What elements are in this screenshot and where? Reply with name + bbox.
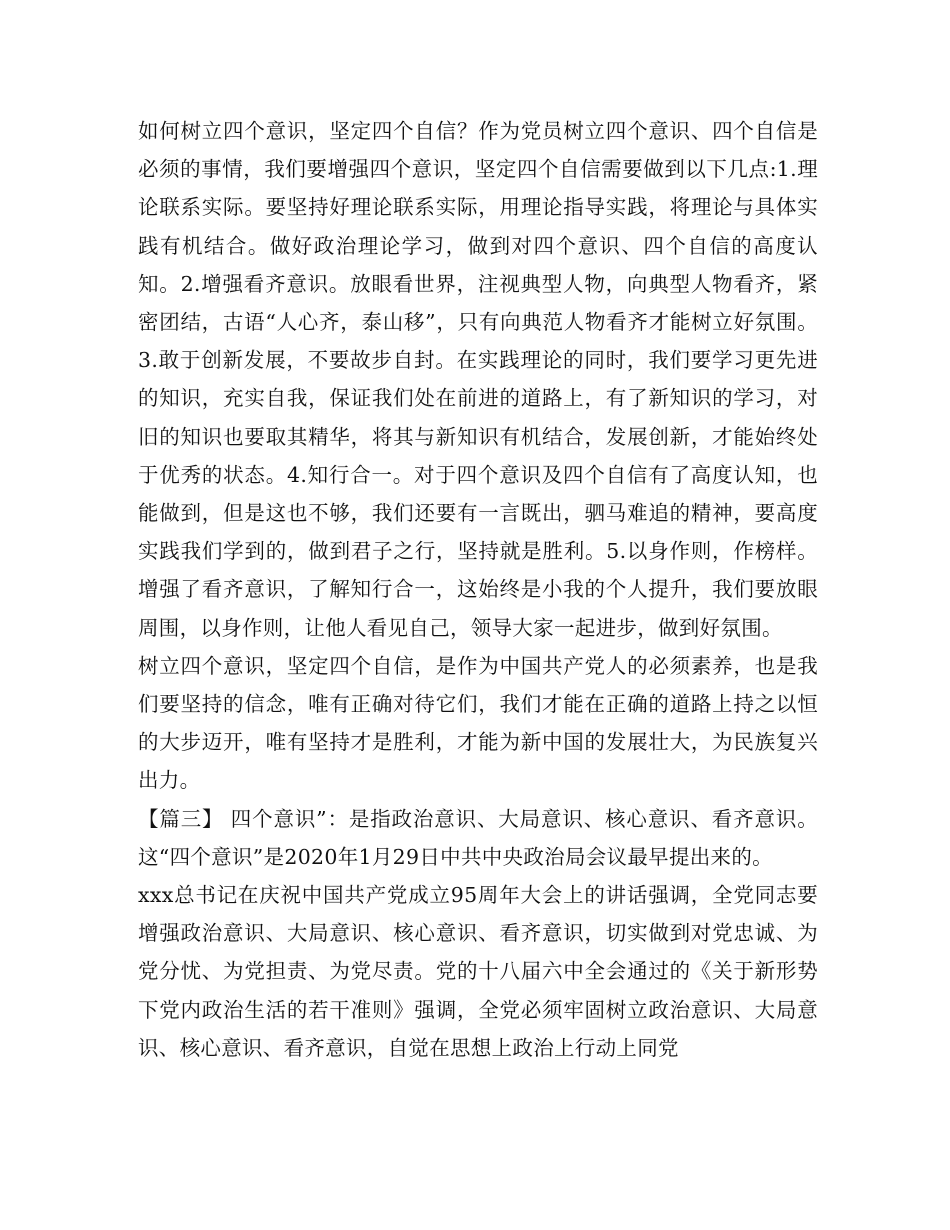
paragraph-conclusion: 树立四个意识，坚定四个自信，是作为中国共产党人的必须素养，也是我们要坚持的信念，唯有正确对待它们，我们才能在正确的道路上持之以恒的大步迈开，唯有坚持才是胜利，才能为新中国的发展壮大，为民族复兴出力。 bbox=[138, 653, 818, 793]
paragraph-section-three: 【篇三】 四个意识”：是指政治意识、大局意识、核心意识、看齐意识。这“四个意识”是2020年1月29日中共中央政治局会议最早提出来的。 bbox=[138, 806, 818, 869]
paragraph-speech-quote: xxx总书记在庆祝中国共产党成立95周年大会上的讲话强调，全党同志要增强政治意识、大局意识、核心意识、看齐意识，切实做到对党忠诚、为党分忧、为党担责、为党尽责。党的十八届六中全会通过的《关于新形势下党内政治生活的若干准则》强调，全党必须牢固树立政治意识、大局意识、核心意识、看齐意识，自觉在思想上政治上行动上同党 bbox=[138, 883, 818, 1060]
document-page bbox=[138, 112, 818, 1067]
paragraph-four-consciousness-steps: 如何树立四个意识，坚定四个自信？作为党员树立四个意识、四个自信是必须的事情，我们要增强四个意识，坚定四个自信需要做到以下几点:1.理论联系实际。要坚持好理论联系实际，用理论指导实践，将理论与具体实践有机结合。做好政治理论学习，做到对四个意识、四个自信的高度认知。2.增强看齐意识。放眼看世界，注视典型人物，向典型人物看齐，紧密团结，古语“人心齐，泰山移”，只有向典范人物看齐才能树立好氛围。3.敢于创新发展，不要故步自封。在实践理论的同时，我们要学习更先进的知识，充实自我，保证我们处在前进的道路上，有了新知识的学习，对旧的知识也要取其精华，将其与新知识有机结合，发展创新，才能始终处于优秀的状态。4.知行合一。对于四个意识及四个自信有了高度认知，也能做到，但是这也不够，我们还要有一言既出，驷马难追的精神，要高度实践我们学到的，做到君子之行，坚持就是胜利。5.以身作则，作榜样。增强了看齐意识，了解知行合一，这始终是小我的个人提升，我们要放眼周围，以身作则，让他人看见自己，领导大家一起进步，做到好氛围。 bbox=[138, 119, 818, 640]
